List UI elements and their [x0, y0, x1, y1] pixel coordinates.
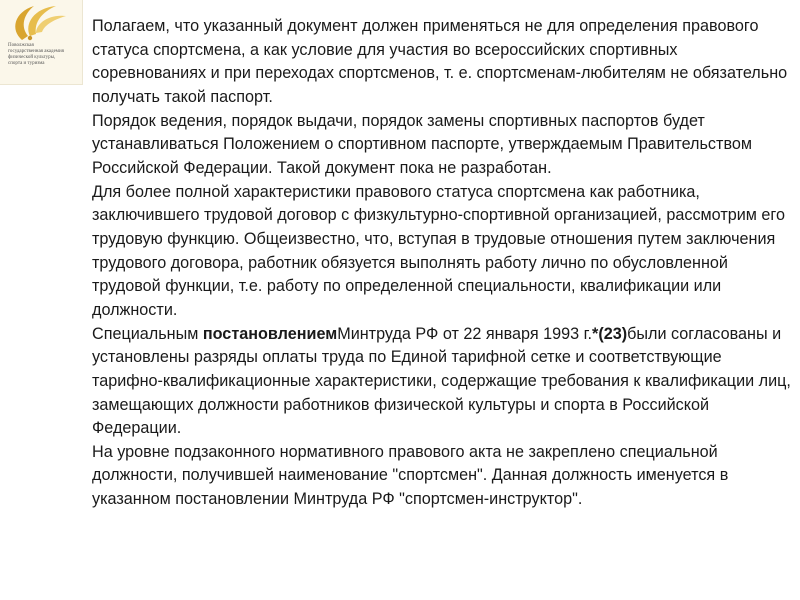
paragraph-passport-procedure: Порядок ведения, порядок выдачи, порядок замены спортивных паспортов будет устанавливаться Положением о спортивном паспорте, утверждаемым Правительством Российской Федерации. Такой документ пока не разработан. [92, 111, 752, 177]
resolution-issuer-text: Минтруда РФ от 22 января 1993 г. [337, 324, 593, 343]
paragraph-ministry-resolution [92, 323, 792, 441]
resolution-rest-text: были согласованы и установлены разряды оплаты труда по Единой тарифной сетке и соответствующие тарифно-квалификационные характеристики, содержащие требования к квалификации лиц, замещающих должности работников физической культуры и спорта в Российской Федерации. [92, 324, 791, 438]
logo-line: Поволжская [8, 43, 34, 48]
paragraph-sports-passport-purpose: Полагаем, что указанный документ должен применяться не для определения правового статуса спортсмена, а как условие для участия во всероссийских спортивных соревнованиях и при переходах спортсменов, т. е. спортсменам-любителям не обязательно получать такой паспорт. [92, 17, 788, 106]
logo-caption [8, 43, 78, 67]
document-body [92, 15, 792, 512]
resolution-link-text: постановлением [202, 324, 338, 343]
logo-line: государственная академия [8, 49, 64, 54]
logo [0, 0, 83, 85]
logo-line: физической культуры, [8, 55, 56, 60]
golden-swirl-emblem-icon [0, 0, 82, 44]
paragraph-athlete-position: На уровне подзаконного нормативного правового акта не закреплено специальной должности, получившей наименование "спортсмен". Данная должность именуется в указанном постановлении Минтруда РФ "спортсмен-инструктор". [92, 442, 729, 509]
resolution-lead-text: Специальным [92, 324, 203, 343]
footnote-reference: *(23) [592, 324, 628, 343]
logo-line: спорта и туризма [8, 61, 45, 66]
paragraph-labor-function: Для более полной характеристики правового статуса спортсмена как работника, заключившего трудовой договор с физкультурно-спортивной организацией, рассмотрим его трудовую функцию. Общеизвестно, что, вступая в трудовые отношения путем заключения трудового договора, работник обязуется выполнять работу лично по обусловленной трудовой функции, т.е. работу по определенной специальности, квалификации или должности. [92, 182, 785, 319]
